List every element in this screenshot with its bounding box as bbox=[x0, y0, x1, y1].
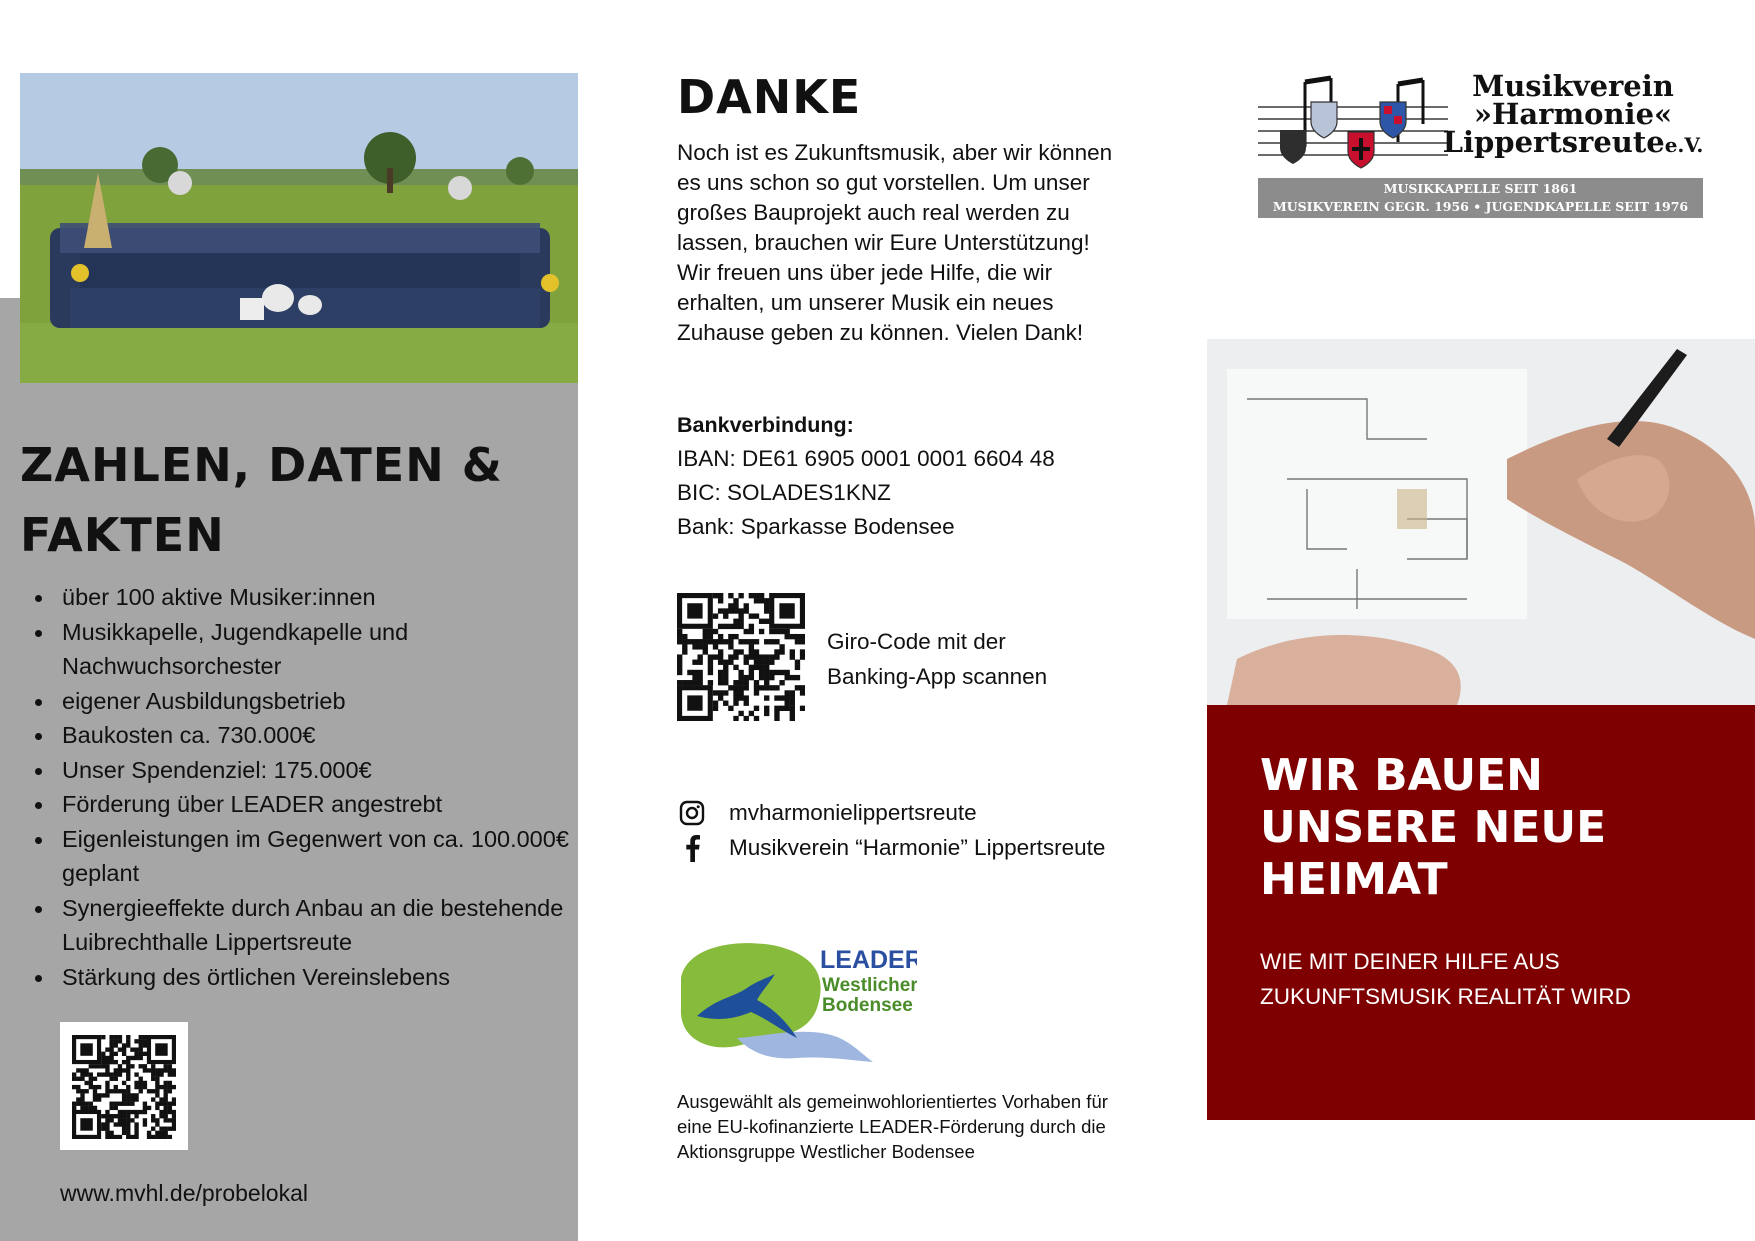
qr-code-icon bbox=[72, 1035, 176, 1139]
website-url-link[interactable]: www.mvhl.de/probelokal bbox=[60, 1180, 309, 1206]
list-item: Unser Spendenziel: 175.000€ bbox=[26, 753, 571, 788]
musikverein-name: Musikverein »Harmonie« Lippertsreutee.V. bbox=[1442, 69, 1704, 159]
list-item: Eigenleistungen im Gegenwert von ca. 100.000€ geplant bbox=[26, 822, 571, 891]
facebook-icon bbox=[677, 833, 707, 863]
list-item: Stärkung des örtlichen Vereinslebens bbox=[26, 960, 571, 995]
website-qr-code[interactable] bbox=[60, 1022, 188, 1150]
list-item: Musikkapelle, Jugendkapelle und Nachwuchsorchester bbox=[26, 615, 571, 684]
qr-code-icon bbox=[677, 593, 805, 721]
leader-logo bbox=[677, 938, 917, 1070]
music-staff-icon bbox=[1258, 72, 1448, 172]
thanks-body-text: Noch ist es Zukunftsmusik, aber wir können es uns schon so gut vorstellen. Um unser großes Bauprojekt auch real werden zu lassen, brauchen wir Eure Unterstützung! Wir freuen uns über jede Hilfe, die wir erhalten, um unserer Musik ein neues Zuhause geben zu können. Vielen Dank! bbox=[677, 140, 1113, 345]
list-item: Baukosten ca. 730.000€ bbox=[26, 718, 571, 753]
bic-text: BIC: SOLADES1KNZ bbox=[677, 480, 891, 505]
instagram-link[interactable] bbox=[677, 796, 977, 830]
instagram-icon bbox=[677, 798, 707, 828]
musikverein-info-bar: MUSIKKAPELLE SEIT 1861 MUSIKVEREIN GEGR. 1956 • JUGENDKAPELLE SEIT 1976 bbox=[1258, 178, 1703, 218]
musikverein-logo bbox=[1258, 69, 1704, 218]
giro-code-instruction: Giro-Code mit der Banking-App scannen bbox=[827, 629, 1048, 689]
list-item: Synergieeffekte durch Anbau an die bestehende Luibrechthalle Lippertsreute bbox=[26, 891, 571, 960]
svg-text:Westlicher: Westlicher bbox=[822, 975, 917, 996]
facts-list bbox=[26, 580, 571, 994]
svg-text:LEADER: LEADER bbox=[820, 946, 917, 974]
facebook-link[interactable] bbox=[677, 831, 1105, 865]
list-item: Förderung über LEADER angestrebt bbox=[26, 787, 571, 822]
instagram-handle: mvharmonielippertsreute bbox=[729, 800, 977, 825]
bank-details-label: Bankverbindung: bbox=[677, 413, 854, 437]
thanks-heading: DANKE bbox=[677, 70, 862, 124]
cover-title: WIR BAUEN UNSERE NEUE HEIMAT bbox=[1260, 750, 1607, 905]
cover-subtitle: WIE MIT DEINER HILFE AUS ZUKUNFTSMUSIK REALITÄT WIRD bbox=[1260, 949, 1631, 1009]
leader-caption: Ausgewählt als gemeinwohlorientiertes Vorhaben für eine EU-kofinanzierte LEADER-Förderung durch die Aktionsgruppe Westlicher Bodensee bbox=[677, 1091, 1108, 1162]
iban-text: IBAN: DE61 6905 0001 0001 6604 48 bbox=[677, 446, 1055, 471]
list-item: über 100 aktive Musiker:innen bbox=[26, 580, 571, 615]
facts-heading: ZAHLEN, DATEN & FAKTEN bbox=[20, 438, 503, 562]
band-group-photo bbox=[20, 73, 578, 383]
giro-qr-code[interactable] bbox=[677, 593, 805, 726]
facebook-page-name: Musikverein “Harmonie” Lippertsreute bbox=[729, 835, 1106, 860]
bank-name-text: Bank: Sparkasse Bodensee bbox=[677, 514, 955, 539]
svg-text:Bodensee: Bodensee bbox=[822, 995, 913, 1016]
architect-drawing-photo bbox=[1207, 339, 1755, 705]
list-item: eigener Ausbildungsbetrieb bbox=[26, 684, 571, 719]
